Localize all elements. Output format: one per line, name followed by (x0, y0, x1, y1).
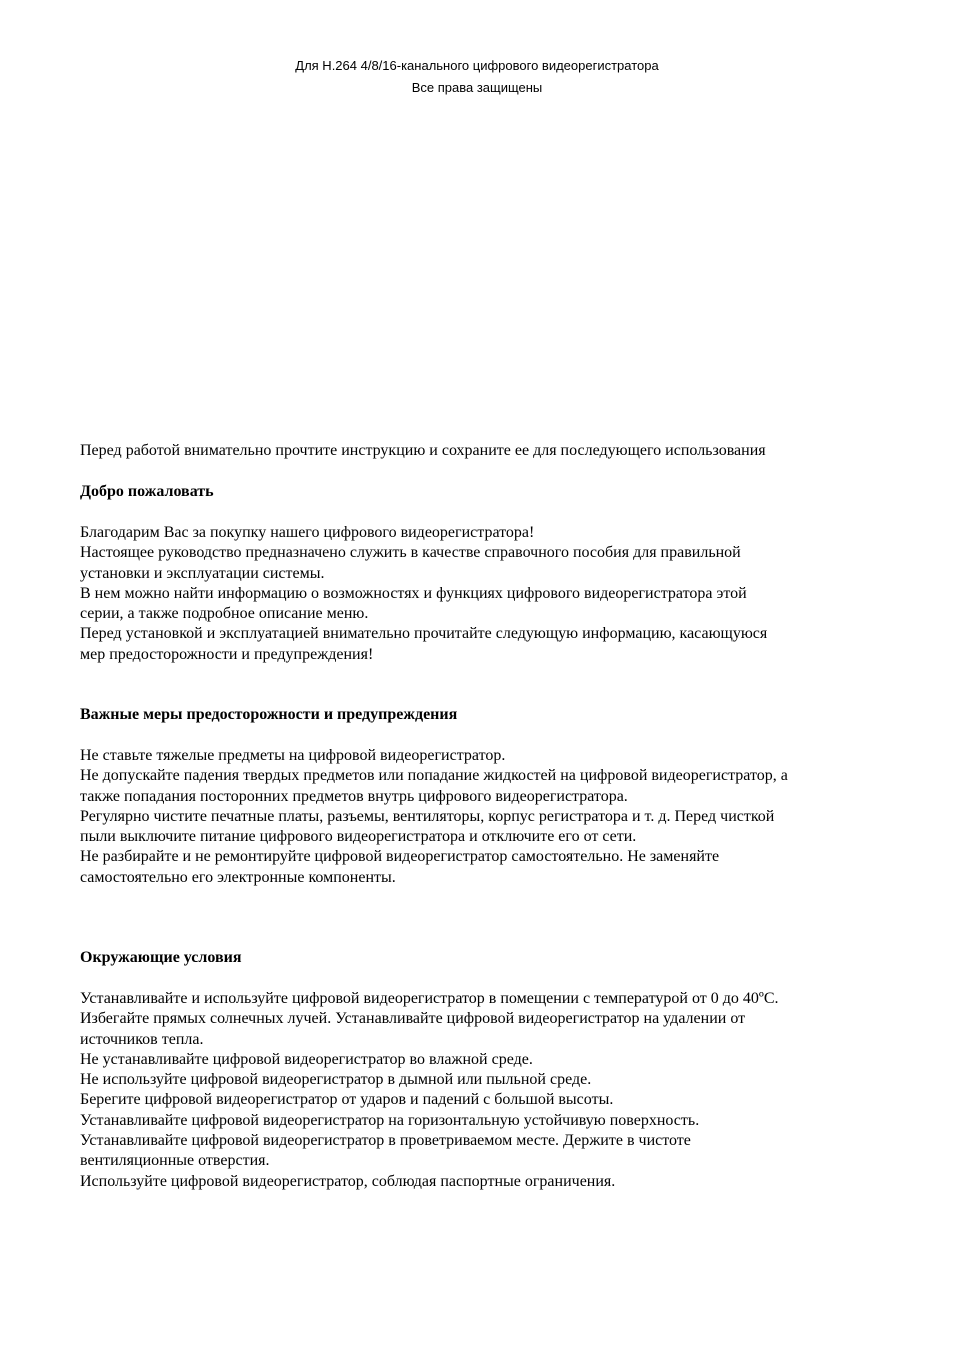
paragraph-line: источников тепла. (80, 1030, 204, 1048)
intro-notice-text: Перед работой внимательно прочтите инструкцию и сохраните ее для последующего использования (80, 442, 766, 459)
welcome-heading: Добро пожаловать (80, 483, 214, 500)
header-title: Для H.264 4/8/16-канального цифрового видеорегистратора (295, 58, 659, 73)
paragraph-line: Устанавливайте цифровой видеорегистратор на горизонтальную устойчивую поверхность. (80, 1111, 700, 1129)
paragraph-line: установки и эксплуатации системы. (80, 564, 325, 582)
intro-notice (80, 441, 880, 461)
precautions-heading: Важные меры предосторожности и предупреждения (80, 706, 458, 723)
paragraph-line: Устанавливайте и используйте цифровой видеорегистратор в помещении с температурой от 0 до 40ºC. (80, 990, 779, 1007)
paragraph-line: серии, а также подробное описание меню. (80, 605, 369, 623)
paragraph-line: Регулярно чистите печатные платы, разъемы, вентиляторы, корпус регистратора и т. д. Перед чисткой (80, 807, 775, 825)
paragraph-line: Избегайте прямых солнечных лучей. Устанавливайте цифровой видеорегистратор на удалении от (80, 1010, 746, 1028)
paragraph-line: Берегите цифровой видеорегистратор от ударов и падений с большой высоты. (80, 1091, 614, 1109)
paragraph-line: Перед установкой и эксплуатацией внимательно прочитайте следующую информацию, касающуюся (80, 625, 768, 643)
paragraph-line: Настоящее руководство предназначено служить в качестве справочного пособия для правильной (80, 544, 741, 562)
paragraph-line: Не используйте цифровой видеорегистратор в дымной или пыльной среде. (80, 1071, 592, 1089)
header-copyright: Все права защищены (411, 80, 543, 95)
paragraph-line: самостоятельно его электронные компоненты. (80, 868, 396, 886)
environment-paragraph (80, 989, 880, 1192)
environment-heading: Окружающие условия (80, 949, 242, 966)
paragraph-line: Благодарим Вас за покупку нашего цифрового видеорегистратора! (80, 524, 535, 541)
page-header (0, 55, 954, 99)
paragraph-line: также попадания посторонних предметов внутрь цифрового видеорегистратора. (80, 787, 628, 805)
paragraph-line: мер предосторожности и предупреждения! (80, 645, 374, 663)
paragraph-line: В нем можно найти информацию о возможностях и функциях цифрового видеорегистратора этой (80, 584, 747, 602)
paragraph-line: Не допускайте падения твердых предметов или попадание жидкостей на цифровой видеорегистратор, а (80, 767, 788, 785)
paragraph-line: пыли выключите питание цифрового видеорегистратора и отключите его от сети. (80, 828, 637, 846)
paragraph-line: Не устанавливайте цифровой видеорегистратор во влажной среде. (80, 1050, 533, 1068)
paragraph-line: вентиляционные отверстия. (80, 1152, 270, 1170)
precautions-paragraph (80, 746, 880, 888)
paragraph-line: Не ставьте тяжелые предметы на цифровой видеорегистратор. (80, 747, 506, 764)
paragraph-line: Не разбирайте и не ремонтируйте цифровой видеорегистратор самостоятельно. Не заменяйте (80, 848, 720, 866)
welcome-paragraph (80, 523, 880, 665)
paragraph-line: Используйте цифровой видеорегистратор, соблюдая паспортные ограничения. (80, 1172, 616, 1190)
paragraph-line: Устанавливайте цифровой видеорегистратор в проветриваемом месте. Держите в чистоте (80, 1132, 691, 1150)
